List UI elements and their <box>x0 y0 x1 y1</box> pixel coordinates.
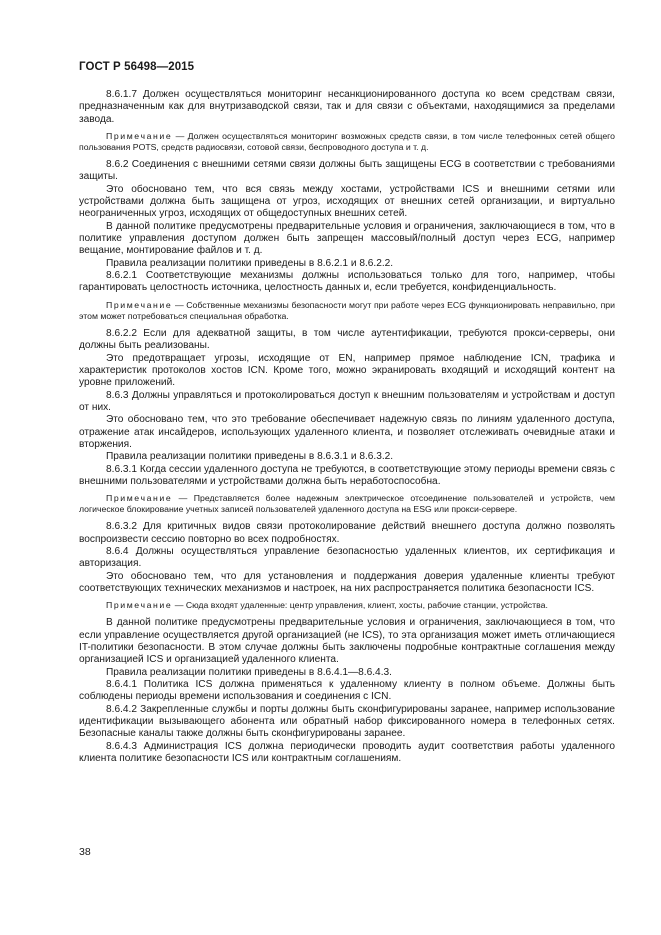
note-label: Примечание <box>106 131 173 142</box>
note <box>79 131 615 153</box>
paragraph: Это обосновано тем, что это требование обеспечивает надежную связь по линиям удаленного доступа, отражение атак инсайдеров, использующих удаленного клиента, и позволяет отслеживать очевидные атаки и вторжения. <box>79 414 615 450</box>
note <box>79 300 615 322</box>
paragraph: 8.6.3.1 Когда сессии удаленного доступа не требуются, в соответствующие этому периоды времени связь с внешними пользователями и устройствами должна быть неработоспособна. <box>79 463 615 487</box>
paragraph: Правила реализации политики приведены в 8.6.4.1—8.6.4.3. <box>106 666 392 678</box>
note-dash: — <box>172 600 186 611</box>
paragraph: Правила реализации политики приведены в 8.6.3.1 и 8.6.3.2. <box>106 451 394 463</box>
paragraph: 8.6.1.7 Должен осуществляться мониторинг несанкционированного доступа ко всем средствам связи, предназначенным как для внутризаводской связи, так и для связи с объектами, находящимися за пределами завода. <box>79 89 615 125</box>
paragraph: 8.6.2.2 Если для адекватной защиты, в том числе аутентификации, требуются прокси-серверы, они должны быть реализованы. <box>79 327 615 352</box>
paragraph: Это предотвращает угрозы, исходящие от EN, например прямое наблюдение ICN, трафика и характеристик протоколов хостов ICN. Кроме того, можно экранировать входящий и исходящий контент на уровне приложений. <box>79 352 615 389</box>
paragraph: Это обосновано тем, что вся связь между хостами, устройствами ICS и внешними сетями или устройствами должна быть защищена от угроз, исходящих от внешних сетей организации, и виртуально неограниченных угроз, исходящих от общедоступных внешних сетей. <box>79 183 615 220</box>
note-text: Сюда входят удаленные: центр управления, клиент, хосты, рабочие станции, устройства. <box>185 600 548 611</box>
note-label: Примечание <box>106 493 173 504</box>
note-label: Примечание <box>106 299 173 310</box>
note <box>79 493 615 515</box>
note-dash: — <box>172 493 194 504</box>
note-text: Собственные механизмы безопасности могут при работе через ECG функционировать неправильно, при этом может потребоваться специальная обработка. <box>79 299 615 321</box>
paragraph: 8.6.2 Соединения с внешними сетями связи должны быть защищены ECG в соответствии с требованиями защиты. <box>79 159 615 183</box>
paragraph: 8.6.2.1 Соответствующие механизмы должны использоваться только для того, например, чтобы гарантировать целостность источника, целостность данных и, если требуется, конфиденциальность. <box>79 270 615 294</box>
paragraph: 8.6.3.2 Для критичных видов связи протоколирование действий внешнего доступа должно позволять воспроизвести сессию повторно во всех подробностях. <box>79 521 615 545</box>
document-header: ГОСТ Р 56498—2015 <box>79 61 195 73</box>
paragraph: 8.6.3 Должны управляться и протоколироваться доступ к внешним пользователям и устройствам и доступ от них. <box>79 389 615 413</box>
page-number: 38 <box>79 846 91 858</box>
note-dash: — <box>172 131 188 142</box>
note-label: Примечание <box>106 600 173 611</box>
document-body <box>79 89 615 765</box>
paragraph: 8.6.4.2 Закрепленные службы и порты должны быть сконфигурированы заранее, например использование идентификации вызывающего абонента или обратный набор фиксированного номера в телефонных сетях. Безопасные каналы также должны быть сконфигурированы заранее. <box>79 703 615 740</box>
paragraph: Это обосновано тем, что для установления и поддержания доверия удаленные клиенты требуют соответствующих технических механизмов и настроек, на них распространяется политика безопасности ICS. <box>79 570 615 594</box>
note-text: Представляется более надежным электрическое отсоединение пользователей и устройств, чем логическое блокирование учетных записей пользователей удаленного доступа на ESG или прокси-сервере. <box>79 493 616 515</box>
paragraph: В данной политике предусмотрены предварительные условия и ограничения, заключающиеся в том, что в политике управления доступом должен быть запрещен массовый/полный доступ через ECG, например вещание, монтирование файлов и т. д. <box>79 220 615 257</box>
note-dash: — <box>172 299 187 310</box>
paragraph: В данной политике предусмотрены предварительные условия и ограничения, заключающиеся в том, что если управление осуществляется другой организацией (не ICS), то эта организация может иметь отличающиеся IT-политики безопасности. В этом случае должны быть заключены подробные контрактные соглашения между организацией ICS и организацией удаленного клиента. <box>79 617 615 666</box>
paragraph: 8.6.4 Должны осуществляться управление безопасностью удаленных клиентов, их сертификация и авторизация. <box>79 545 615 570</box>
note <box>79 600 615 611</box>
note-text: Должен осуществляться мониторинг возможных средств связи, в том числе телефонных сетей общего пользования POTS, средств радиосвязи, сотовой связи, беспроводного доступа и т. д. <box>79 131 615 153</box>
paragraph: Правила реализации политики приведены в 8.6.2.1 и 8.6.2.2. <box>106 257 394 269</box>
paragraph: 8.6.4.1 Политика ICS должна применяться к удаленному клиенту в полном объеме. Должны быть соблюдены периоды времени использования и соединения с ICN. <box>79 679 615 703</box>
paragraph: 8.6.4.3 Администрация ICS должна периодически проводить аудит соответствия работы удаленного клиента политике безопасности ICS или контрактным соглашениям. <box>79 740 615 765</box>
